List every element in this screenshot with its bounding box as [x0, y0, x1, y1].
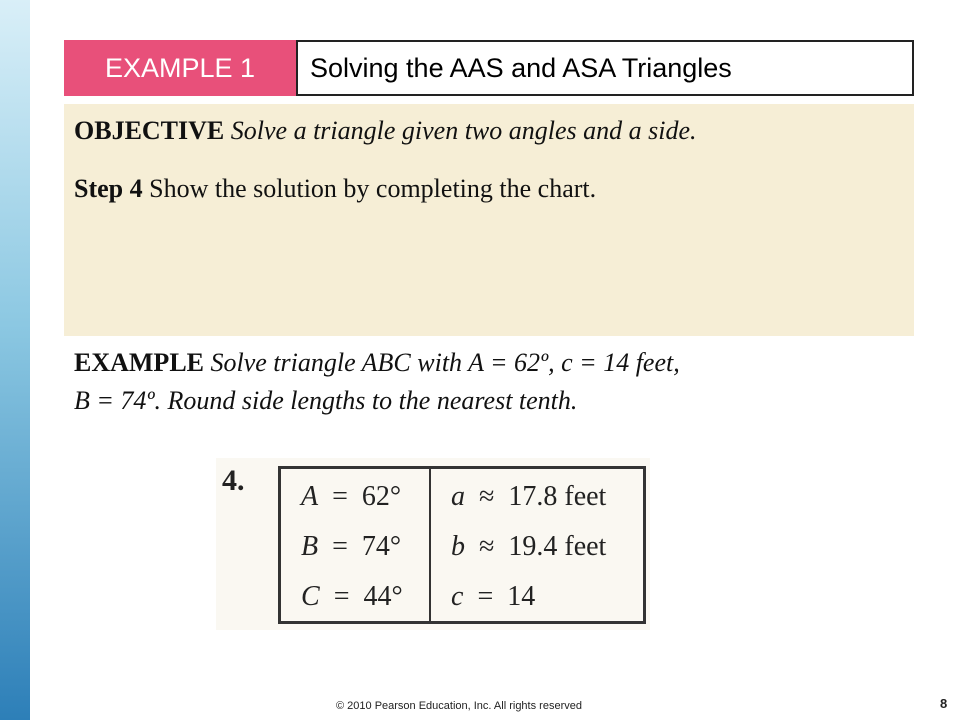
slide-title [296, 40, 914, 96]
chart-cell-angle-a: A = 62° [301, 481, 402, 512]
example-line-1 [74, 344, 680, 382]
slide-title-text: Solving the AAS and ASA Triangles [310, 52, 732, 83]
decorative-side-bar [0, 0, 30, 720]
step-label: Step 4 [74, 174, 143, 203]
example-line-2 [74, 382, 680, 420]
figure-number: 4. [222, 464, 245, 497]
example-line-2-text: B = 74º. Round side lengths to the nearest tenth. [74, 386, 578, 415]
solution-figure [216, 458, 650, 630]
page-number: 8 [940, 696, 948, 711]
chart-cell-side-b: b ≈ 19.4 feet [451, 531, 607, 562]
chart-cell-side-a: a ≈ 17.8 feet [451, 481, 607, 512]
objective-line [74, 116, 697, 146]
example-line-1-text: Solve triangle ABC with A = 62º, c = 14 feet, [210, 348, 680, 377]
example-label: EXAMPLE [74, 348, 204, 377]
solution-chart [278, 466, 646, 624]
copyright-footer: © 2010 Pearson Education, Inc. All rights reserved [336, 700, 582, 712]
example-tab [64, 40, 296, 96]
objective-text: Solve a triangle given two angles and a side. [230, 116, 697, 145]
objective-label: OBJECTIVE [74, 116, 225, 145]
objective-panel [64, 104, 914, 336]
chart-cell-angle-b: B = 74° [301, 531, 402, 562]
example-statement [74, 344, 680, 420]
example-tab-label: EXAMPLE 1 [104, 52, 256, 83]
chart-cell-side-c: c = 14 [451, 581, 536, 612]
step-text: Show the solution by completing the chart. [149, 174, 597, 203]
step-line [74, 174, 596, 204]
chart-divider [429, 469, 431, 621]
chart-cell-angle-c: C = 44° [301, 581, 403, 612]
